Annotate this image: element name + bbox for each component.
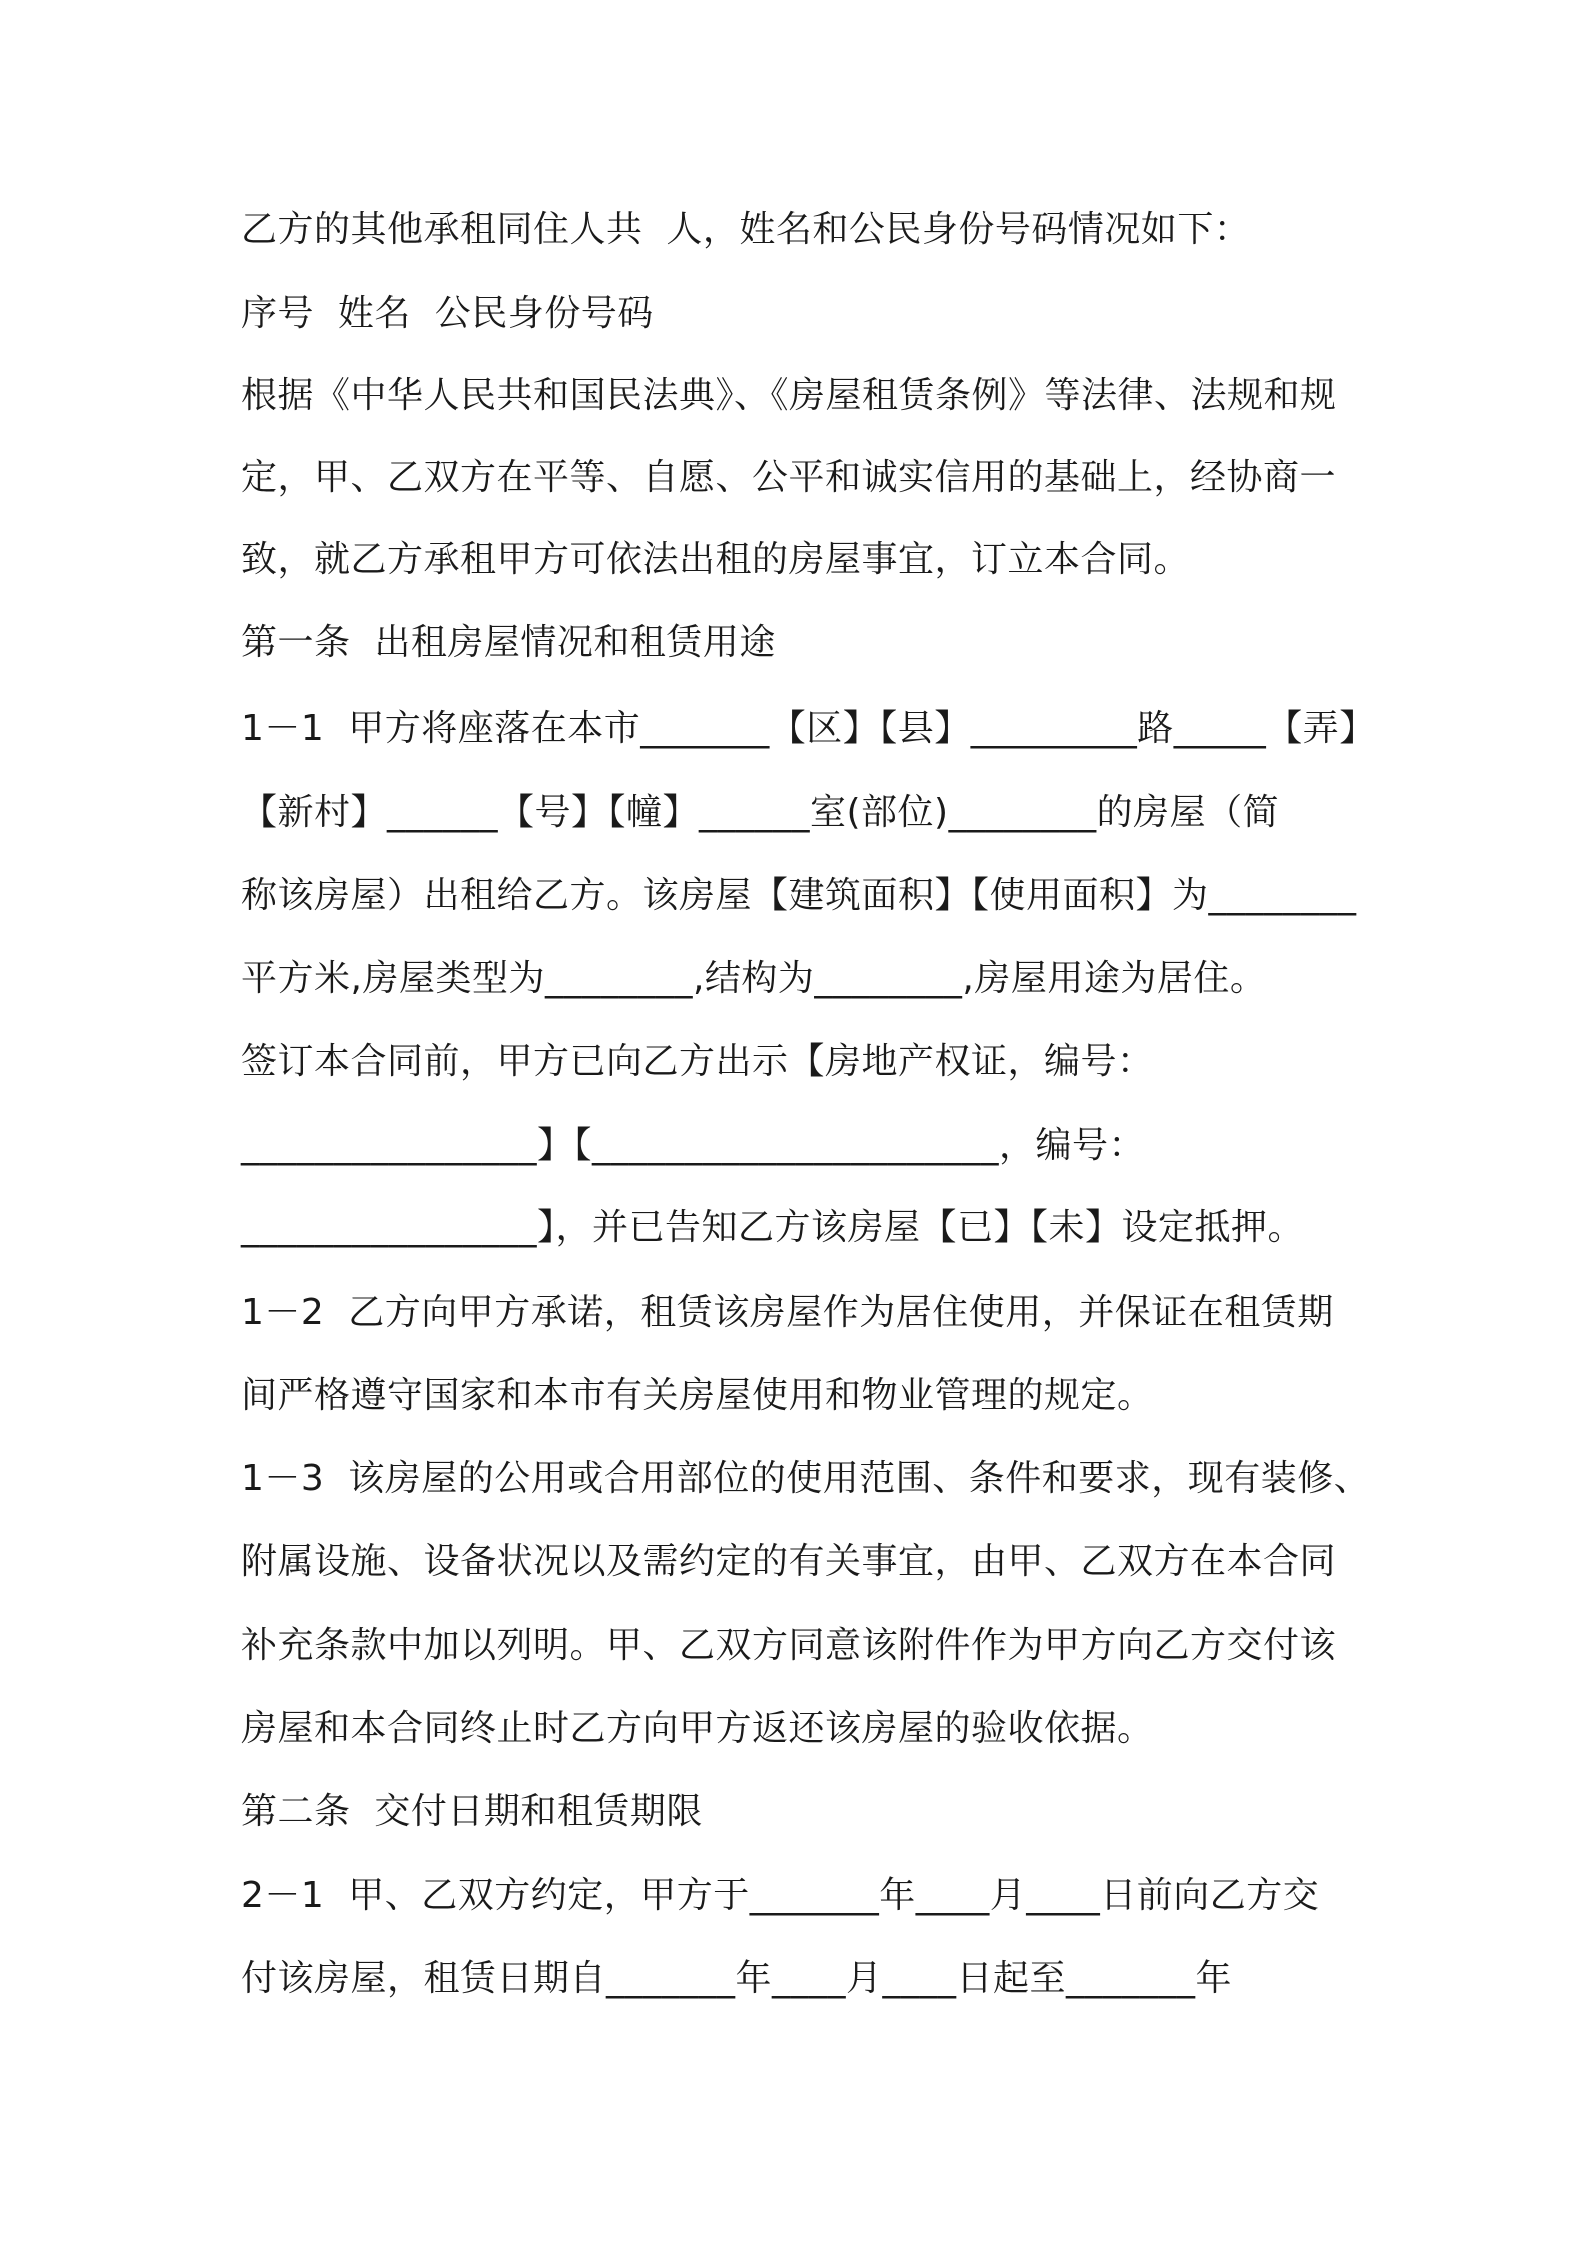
text-line-18: 补充条款中加以列明。甲、乙双方同意该附件作为甲方向乙方交付该 — [241, 1625, 1337, 1666]
text-line-16: 1－3 该房屋的公用或合用部位的使用范围、条件和要求，现有装修、 — [241, 1458, 1371, 1499]
text-line-15: 间严格遵守国家和本市有关房屋使用和物业管理的规定。 — [241, 1375, 1154, 1416]
text-line-19: 房屋和本合同终止时乙方向甲方返还该房屋的验收依据。 — [241, 1708, 1154, 1749]
text-line-7: 1－1 甲方将座落在本市_______【区】【县】_________路_____【弄】 — [241, 708, 1376, 749]
text-line-14: 1－2 乙方向甲方承诺，租赁该房屋作为居住使用，并保证在租赁期 — [241, 1292, 1334, 1333]
text-line-3: 根据《中华人民共和国民法典》、《房屋租赁条例》等法律、法规和规 — [241, 375, 1337, 416]
text-line-22: 付该房屋，租赁日期自_______年____月____日起至_______年 — [241, 1958, 1233, 1999]
section-heading-2: 第二条 交付日期和租赁期限 — [241, 1791, 703, 1832]
text-line-17: 附属设施、设备状况以及需约定的有关事宜，由甲、乙双方在本合同 — [241, 1541, 1337, 1582]
text-line-9: 称该房屋）出租给乙方。该房屋【建筑面积】【使用面积】为________ — [241, 875, 1357, 916]
text-line-4: 定，甲、乙双方在平等、自愿、公平和诚实信用的基础上，经协商一 — [241, 457, 1337, 498]
text-line-11: 签订本合同前，甲方已向乙方出示【房地产权证，编号： — [241, 1041, 1154, 1082]
text-line-5: 致，就乙方承租甲方可依法出租的房屋事宜，订立本合同。 — [241, 539, 1191, 580]
text-line-10: 平方米,房屋类型为________,结构为________,房屋用途为居住。 — [241, 958, 1267, 999]
text-line-13: ________________】，并已告知乙方该房屋【已】【未】设定抵押。 — [241, 1207, 1305, 1248]
text-line-1: 乙方的其他承租同住人共 人，姓名和公民身份号码情况如下： — [241, 209, 1251, 250]
text-line-8: 【新村】______【号】【幢】______室(部位)________的房屋（简 — [241, 792, 1280, 833]
section-heading-1: 第一条 出租房屋情况和租赁用途 — [241, 622, 776, 663]
text-line-12: ________________】【______________________，编号： — [241, 1125, 1146, 1166]
text-line-21: 2－1 甲、乙双方约定，甲方于_______年____月____日前向乙方交 — [241, 1875, 1320, 1916]
text-line-2: 序号 姓名 公民身份号码 — [241, 293, 654, 334]
